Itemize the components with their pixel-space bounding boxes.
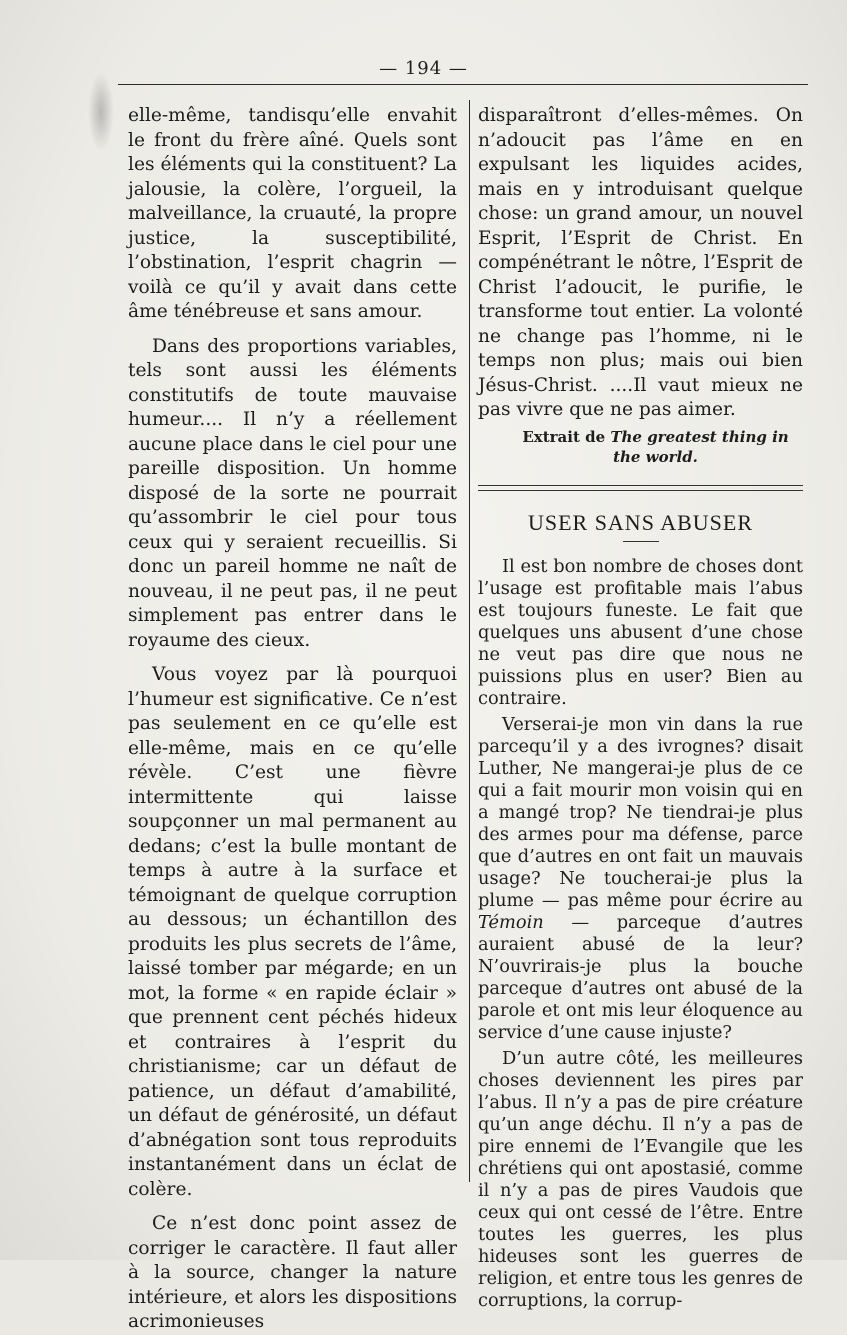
ink-smudge bbox=[88, 72, 114, 152]
section-paragraph: Il est bon nombre de choses dont l’usage est profitable mais l’abus est toujours funeste. Le fait que quelques uns abusent d’une chose ne veut pas dire que nous ne puissions plus en user? Bien au contraire. bbox=[478, 556, 803, 709]
citation-title: The greatest thing in the world. bbox=[610, 427, 789, 466]
section-paragraph-text: Verserai-je mon vin dans la rue parcequ’il y a des ivrognes? disait Luther, Ne mangerai-je plus de ce qui a fait mourir mon voisin qui en a mangé trop? Ne tiendrai-je plus des armes pour ma défense, parce que d’autres en ont fait un mauvais usage? Ne toucherai-je plus la plume — pas même pour écrire au bbox=[478, 714, 803, 911]
section-paragraph-text: — parceque d’autres auraient abusé de la leur? N’ouvrirais-je plus la bouche parceque d’autres ont abusé de la parole et ont mis leur éloquence au service d’une cause injuste? bbox=[478, 912, 804, 1043]
section-body bbox=[478, 556, 803, 1312]
left-column bbox=[128, 104, 457, 1335]
left-paragraph: Ce n’est donc point assez de corriger le caractère. Il faut aller à la source, changer la nature intérieure, et alors les dispositions acrimonieuses bbox=[128, 1213, 457, 1332]
page-number: — 194 — bbox=[379, 58, 468, 79]
column-divider bbox=[469, 100, 470, 1182]
section-paragraph: D’un autre côté, les meilleures choses deviennent les pires par l’abus. Il n’y a pas de pire créature qu’un ange déchu. Il n’y a pas de pire ennemi de l’Evangile que les chrétiens qui ont apostasié, comme il n’y a pas de pires Vaudois que ceux qui ont cessé de l’être. Entre toutes les guerres, les plus hideuses sont les guerres de religion, et entre tous les genres de corruptions, la corrup- bbox=[478, 1048, 803, 1311]
section-paragraph bbox=[478, 714, 803, 1044]
right-column bbox=[478, 104, 803, 1312]
header-rule bbox=[118, 84, 808, 85]
section-title: USER SANS ABUSER bbox=[527, 509, 754, 535]
journal-name: Témoin bbox=[478, 912, 544, 933]
citation bbox=[508, 427, 803, 467]
left-paragraph: elle-même, tandisqu’elle envahit le front du frère aîné. Quels sont les éléments qui la constituent? La jalousie, la colère, l’orgueil, la malveillance, la cruauté, la propre justice, la susceptibilité, l’obstination, l’esprit chagrin — voilà ce qu’il y avait dans cette âme ténébreuse et sans amour. bbox=[128, 105, 457, 322]
left-paragraph: Dans des proportions variables, tels sont aussi les éléments constitutifs de toute mauvaise humeur.... Il n’y a réellement aucune place dans le ciel pour une pareille disposition. Un homme disposé de la sorte ne pourrait qu’assombrir le ciel pour tous ceux qui y seraient recueillis. Si donc un pareil homme ne naît de nouveau, il ne peut pas, il ne peut simplement pas entrer dans le royaume des cieux. bbox=[128, 335, 457, 651]
title-underline bbox=[623, 541, 659, 542]
left-paragraph: Vous voyez par là pourquoi l’humeur est significative. Ce n’est pas seulement en ce qu’elle est elle-même, mais en ce qu’elle révèle. C’est une fièvre intermittente qui laisse soupçonner un mal permanent au dedans; c’est la bulle montant de temps à autre à la surface et témoignant de quelque corruption au dessous; un échantillon des produits les plus secrets de l’âme, laissé tomber par mégarde; en un mot, la forme « en rapide éclair » que prennent cent péchés hideux et contraires à l’esprit du christianisme; car un défaut de patience, un défaut d’amabilité, un défaut de générosité, un défaut d’abnégation sont tous reproduits instantanément dans un éclat de colère. bbox=[128, 664, 457, 1200]
section-separator bbox=[478, 485, 803, 491]
citation-prefix: Extrait de bbox=[522, 427, 606, 446]
right-paragraph-continuation: disparaîtront d’elles-mêmes. On n’adoucit pas l’âme en en expulsant les liquides acides, mais en y introduisant quelque chose: un grand amour, un nouvel Esprit, l’Esprit de Christ. En compénétrant le nôtre, l’Esprit de Christ l’adoucit, le purifie, le transforme tout entier. La volonté ne change pas l’homme, ni le temps non plus; mais oui bien Jésus-Christ. ....Il vaut mieux ne pas vivre que ne pas aimer. bbox=[478, 105, 803, 420]
